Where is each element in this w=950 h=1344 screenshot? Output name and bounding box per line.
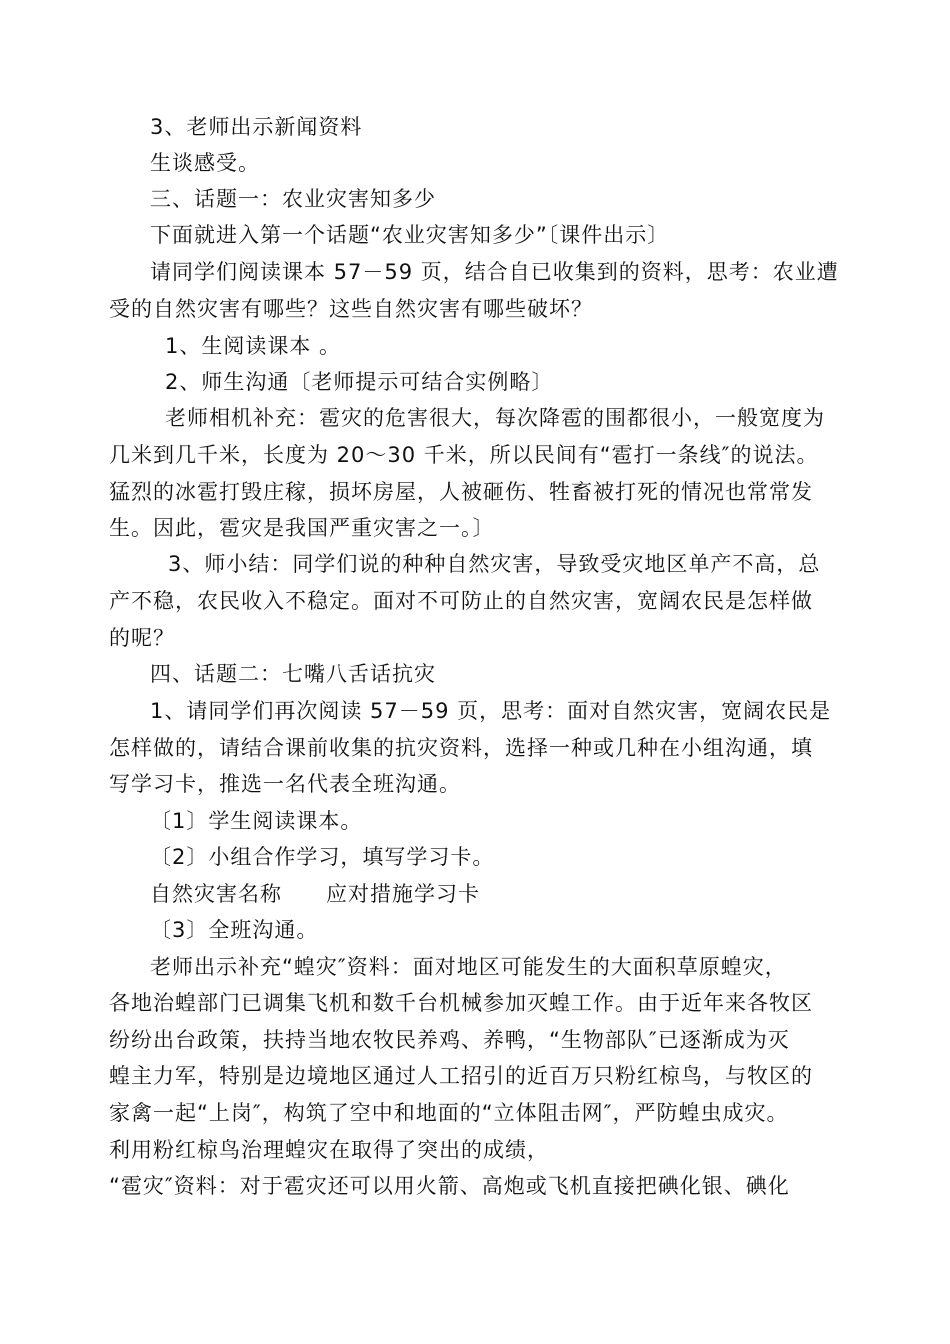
text-line: 产不稳，农民收入不稳定。面对不可防止的自然灾害，宽阔农民是怎样做 [109, 589, 813, 613]
text-line: 家禽一起“上岗″，构筑了空中和地面的“立体阻击网″，严防蝗虫成灾。 [109, 1101, 789, 1125]
text-line: 自然灾害名称 应对措施学习卡 [150, 882, 480, 906]
text-line: 下面就进入第一个话题“农业灾害知多少”〔课件出示〕 [150, 223, 670, 247]
section-heading: 四、话题二：七嘴八舌话抗灾 [150, 662, 436, 686]
text-line: 各地治蝗部门已调集飞机和数千台机械参加灭蝗工作。由于近年来各牧区 [109, 991, 813, 1015]
text-line: 2、师生沟通〔老师提示可结合实例略〕 [165, 370, 554, 394]
text-line: 的呢？ [109, 626, 175, 650]
section-heading: 三、话题一：农业灾害知多少 [150, 187, 436, 211]
text-line: 3、师小结：同学们说的种种自然灾害，导致受灾地区单产不高，总 [168, 552, 821, 576]
text-line: 猛烈的冰雹打毁庄稼，损坏房屋，人被砸伤、牲畜被打死的情况也常常发 [109, 480, 813, 504]
text-line: 请同学们阅读课本 57－59 页，结合自已收集到的资料，思考：农业遭 [150, 260, 839, 284]
text-line: 写学习卡，推选一名代表全班沟通。 [109, 772, 461, 796]
text-line: 〔3〕全班沟通。 [150, 918, 319, 942]
text-line: 几米到几千米，长度为 20～30 千米，所以民间有“雹打一条线″的说法。 [109, 443, 819, 467]
text-line: 1、请同学们再次阅读 57－59 页，思考：面对自然灾害，宽阔农民是 [150, 699, 832, 723]
text-line: 生谈感受。 [150, 151, 260, 175]
text-line: 蝗主力军，特别是边境地区通过人工招引的近百万只粉红椋鸟，与牧区的 [109, 1064, 813, 1088]
text-line: 怎样做的，请结合课前收集的抗灾资料，选择一种或几种在小组沟通，填 [109, 736, 813, 760]
text-line: 纷纷出台政策，扶持当地农牧民养鸡、养鸭，“生物部队″已逐渐成为灭 [109, 1028, 790, 1052]
text-line: 受的自然灾害有哪些？这些自然灾害有哪些破坏？ [109, 297, 593, 321]
text-line: 〔2〕小组合作学习，填写学习卡。 [150, 845, 495, 869]
text-line: 老师相机补充：雹灾的危害很大，每次降雹的围都很小，一般宽度为 [165, 406, 825, 430]
text-line: 〔1〕学生阅读课本。 [150, 809, 363, 833]
text-line: 3、老师出示新闻资料 [150, 115, 363, 139]
text-line: “雹灾″资料：对于雹灾还可以用火箭、高炮或飞机直接把碘化银、碘化 [109, 1174, 790, 1198]
text-line: 生。因此，雹灾是我国严重灾害之一。〕 [109, 516, 495, 540]
text-line: 1、生阅读课本 。 [165, 334, 342, 358]
text-line: 老师出示补充“蝗灾″资料：面对地区可能发生的大面积草原蝗灾， [150, 955, 787, 979]
text-line: 利用粉红椋鸟治理蝗灾在取得了突出的成绩， [109, 1138, 549, 1162]
